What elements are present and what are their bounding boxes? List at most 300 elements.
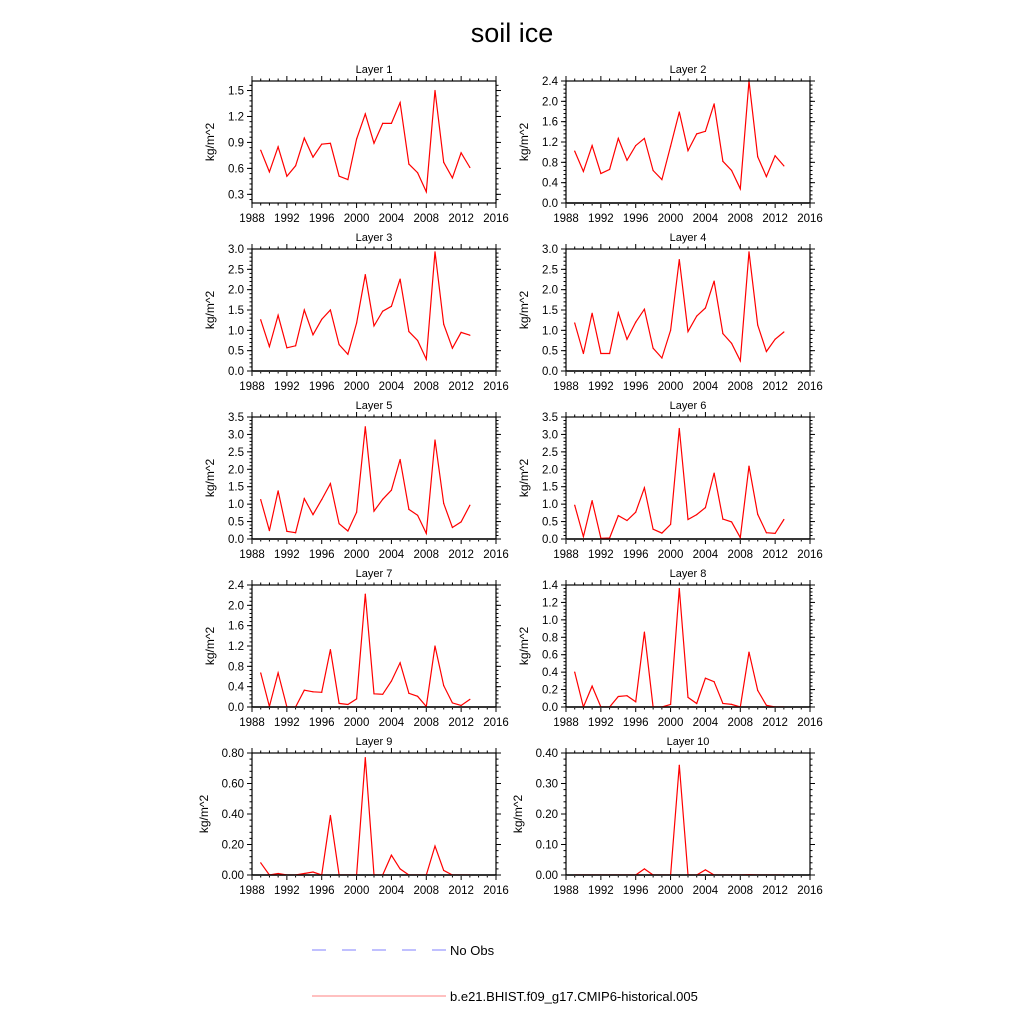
x-tick-label: 1996: [308, 885, 335, 897]
x-tick-label: 2016: [797, 381, 823, 393]
x-tick-label: 1988: [553, 717, 579, 729]
data-point: [687, 519, 688, 520]
y-tick-label: 0.0: [542, 366, 558, 378]
panel-layer-5: [203, 400, 509, 561]
data-point: [400, 102, 401, 103]
y-tick-label: 0.40: [535, 748, 558, 760]
data-point: [417, 515, 418, 516]
data-point: [321, 144, 322, 145]
x-tick-label: 2004: [378, 717, 405, 729]
data-point: [635, 701, 636, 702]
x-tick-label: 1996: [622, 381, 649, 393]
x-tick-label: 1996: [622, 717, 649, 729]
y-tick-label: 0.10: [535, 839, 558, 852]
y-tick-label: 0.3: [228, 189, 244, 202]
data-point: [757, 156, 758, 157]
y-tick-label: 0.5: [228, 516, 244, 529]
x-tick-label: 2008: [413, 213, 440, 225]
data-point: [740, 360, 741, 361]
x-tick-label: 1992: [274, 213, 300, 225]
y-tick-label: 0.4: [228, 681, 244, 694]
y-axis-label: kg/m^2: [203, 458, 217, 498]
data-point: [417, 172, 418, 173]
y-tick-label: 1.5: [542, 305, 558, 317]
data-point: [356, 138, 357, 139]
data-point: [304, 873, 305, 874]
y-tick-label: 0.0: [542, 534, 558, 546]
data-point: [400, 459, 401, 460]
data-point: [644, 309, 645, 310]
x-tick-label: 1988: [239, 885, 265, 897]
data-point: [339, 523, 340, 524]
data-point: [347, 704, 348, 705]
data-point: [382, 694, 383, 695]
data-point: [391, 306, 392, 307]
data-point: [714, 473, 715, 474]
x-tick-label: 1988: [553, 885, 579, 897]
y-tick-label: 2.0: [228, 284, 244, 297]
data-point: [356, 512, 357, 513]
data-point: [312, 871, 313, 872]
data-point: [295, 345, 296, 346]
x-tick-label: 2004: [692, 885, 719, 897]
data-point: [391, 490, 392, 491]
data-point: [714, 281, 715, 282]
data-point: [426, 359, 427, 360]
x-tick-label: 2004: [692, 717, 719, 729]
data-point: [312, 514, 313, 515]
data-point: [304, 309, 305, 310]
x-tick-label: 2004: [378, 549, 405, 561]
data-point: [731, 704, 732, 705]
x-tick-label: 1996: [308, 717, 335, 729]
y-tick-label: 0.6: [228, 163, 244, 176]
data-point: [714, 103, 715, 104]
data-point: [748, 652, 749, 653]
x-tick-label: 2008: [727, 381, 754, 393]
y-tick-label: 0.4: [542, 667, 558, 680]
x-tick-label: 1988: [553, 381, 579, 393]
x-tick-label: 2012: [762, 381, 788, 393]
x-tick-label: 1996: [622, 885, 649, 897]
x-tick-label: 2000: [657, 213, 684, 225]
data-point: [426, 191, 427, 192]
y-axis-label: kg/m^2: [203, 122, 217, 162]
panel-layer-7: [203, 568, 509, 729]
data-point: [408, 331, 409, 332]
data-point: [365, 113, 366, 114]
data-point: [391, 855, 392, 856]
data-point: [278, 146, 279, 147]
data-point: [757, 324, 758, 325]
y-axis-label: kg/m^2: [203, 290, 217, 330]
data-point: [469, 335, 470, 336]
y-tick-label: 0.20: [535, 809, 558, 821]
data-point: [775, 533, 776, 534]
data-point: [748, 466, 749, 467]
data-point: [295, 532, 296, 533]
y-tick-label: 2.5: [542, 446, 558, 459]
x-tick-label: 1996: [308, 381, 335, 393]
data-point: [304, 498, 305, 499]
data-point: [391, 123, 392, 124]
data-point: [661, 357, 662, 358]
data-point: [373, 511, 374, 512]
plot-frame: [566, 81, 810, 203]
x-tick-label: 2012: [448, 549, 474, 561]
data-point: [609, 353, 610, 354]
series-line: [575, 589, 784, 708]
x-tick-label: 2008: [413, 549, 440, 561]
y-tick-label: 0.0: [228, 702, 244, 714]
data-point: [330, 143, 331, 144]
y-tick-label: 1.4: [542, 580, 558, 592]
data-point: [347, 354, 348, 355]
data-point: [626, 520, 627, 521]
data-point: [783, 331, 784, 332]
data-point: [339, 703, 340, 704]
data-point: [278, 873, 279, 874]
x-tick-label: 1992: [588, 885, 614, 897]
legend: [312, 943, 698, 1004]
x-tick-label: 2016: [483, 381, 509, 393]
x-tick-label: 2000: [343, 549, 370, 561]
y-axis-label: kg/m^2: [203, 626, 217, 666]
y-tick-label: 1.5: [228, 85, 244, 98]
data-point: [705, 869, 706, 870]
x-tick-label: 2012: [762, 213, 788, 225]
data-point: [670, 145, 671, 146]
x-tick-label: 2008: [727, 885, 754, 897]
x-tick-label: 2000: [657, 381, 684, 393]
panel-title: Layer 4: [669, 232, 707, 244]
y-tick-label: 0.00: [535, 870, 558, 882]
data-point: [574, 672, 575, 673]
x-tick-label: 2004: [378, 213, 405, 225]
legend-label-model: b.e21.BHIST.f09_g17.CMIP6-historical.005: [450, 989, 698, 1004]
y-axis-label: kg/m^2: [517, 458, 531, 498]
x-tick-label: 2012: [448, 885, 474, 897]
y-tick-label: 2.0: [228, 464, 244, 477]
data-point: [443, 685, 444, 686]
x-tick-label: 2008: [413, 717, 440, 729]
y-tick-label: 1.0: [542, 614, 558, 627]
data-point: [714, 681, 715, 682]
data-point: [592, 145, 593, 146]
y-tick-label: 3.0: [228, 244, 244, 256]
y-tick-label: 0.40: [221, 809, 244, 821]
data-point: [583, 171, 584, 172]
data-point: [783, 165, 784, 166]
x-tick-label: 1992: [588, 549, 614, 561]
x-tick-label: 1992: [274, 381, 300, 393]
data-point: [574, 322, 575, 323]
data-point: [452, 177, 453, 178]
x-tick-label: 1996: [622, 213, 649, 225]
data-point: [461, 332, 462, 333]
data-point: [434, 251, 435, 252]
data-point: [574, 151, 575, 152]
data-point: [452, 527, 453, 528]
y-tick-label: 2.4: [542, 76, 558, 88]
panel-layer-6: [517, 400, 823, 561]
data-point: [321, 692, 322, 693]
data-point: [278, 672, 279, 673]
y-axis-label: kg/m^2: [517, 290, 531, 330]
x-tick-label: 2008: [727, 717, 754, 729]
y-axis-label: kg/m^2: [197, 794, 211, 834]
data-point: [679, 428, 680, 429]
y-tick-label: 0.30: [535, 778, 558, 791]
y-axis-label: kg/m^2: [511, 794, 525, 834]
panel-layer-10: [511, 736, 823, 897]
data-point: [696, 133, 697, 134]
y-tick-label: 1.2: [542, 137, 558, 149]
x-tick-label: 2004: [692, 549, 719, 561]
data-point: [269, 530, 270, 531]
series-line: [261, 758, 470, 875]
data-point: [679, 588, 680, 589]
y-tick-label: 0.60: [221, 778, 244, 791]
x-tick-label: 2016: [797, 717, 823, 729]
series-line: [261, 594, 470, 707]
data-point: [618, 515, 619, 516]
y-tick-label: 2.5: [228, 264, 244, 277]
data-point: [417, 340, 418, 341]
y-tick-label: 2.0: [228, 600, 244, 613]
series-line: [575, 765, 784, 875]
data-point: [661, 532, 662, 533]
series-line: [575, 252, 784, 361]
data-point: [635, 322, 636, 323]
x-tick-label: 2000: [343, 717, 370, 729]
data-point: [635, 145, 636, 146]
data-point: [626, 339, 627, 340]
x-tick-label: 2016: [483, 549, 509, 561]
data-point: [644, 868, 645, 869]
data-point: [731, 521, 732, 522]
plot-frame: [252, 249, 496, 371]
x-tick-label: 2000: [343, 213, 370, 225]
data-point: [356, 322, 357, 323]
data-point: [740, 537, 741, 538]
panel-title: Layer 7: [355, 568, 393, 580]
data-point: [312, 691, 313, 692]
x-tick-label: 2012: [448, 381, 474, 393]
data-point: [461, 705, 462, 706]
series-line: [261, 252, 470, 359]
y-tick-label: 1.5: [542, 481, 558, 494]
data-point: [618, 312, 619, 313]
series-line: [575, 429, 784, 539]
data-point: [748, 251, 749, 252]
y-tick-label: 0.20: [221, 839, 244, 852]
data-point: [391, 680, 392, 681]
y-tick-label: 1.5: [228, 481, 244, 494]
data-point: [400, 662, 401, 663]
data-point: [417, 696, 418, 697]
data-point: [330, 483, 331, 484]
data-point: [382, 499, 383, 500]
y-tick-label: 0.8: [542, 632, 558, 645]
x-tick-label: 1992: [588, 381, 614, 393]
data-point: [766, 351, 767, 352]
data-point: [434, 845, 435, 846]
data-point: [365, 757, 366, 758]
data-point: [670, 524, 671, 525]
data-point: [705, 507, 706, 508]
data-point: [269, 171, 270, 172]
x-tick-label: 2016: [483, 717, 509, 729]
data-point: [705, 131, 706, 132]
data-point: [286, 347, 287, 348]
plot-frame: [566, 753, 810, 875]
data-point: [722, 333, 723, 334]
x-tick-label: 2000: [657, 885, 684, 897]
x-tick-label: 1988: [239, 717, 265, 729]
x-tick-label: 2012: [448, 213, 474, 225]
panel-layer-3: [203, 232, 509, 393]
panel-title: Layer 9: [355, 736, 393, 748]
data-point: [260, 862, 261, 863]
panels: [197, 64, 823, 897]
x-tick-label: 2000: [343, 885, 370, 897]
y-tick-label: 0.6: [542, 649, 558, 662]
x-tick-label: 2004: [692, 381, 719, 393]
data-point: [295, 165, 296, 166]
y-tick-label: 2.5: [228, 446, 244, 459]
panel-layer-4: [517, 232, 823, 393]
data-point: [278, 315, 279, 316]
x-tick-label: 2004: [378, 885, 405, 897]
x-tick-label: 2000: [343, 381, 370, 393]
y-tick-label: 3.5: [542, 412, 558, 424]
series-line: [261, 91, 470, 192]
y-tick-label: 0.80: [221, 748, 244, 760]
panel-layer-1: [203, 64, 509, 225]
data-point: [365, 426, 366, 427]
data-point: [687, 697, 688, 698]
data-point: [583, 353, 584, 354]
data-point: [775, 339, 776, 340]
data-point: [644, 138, 645, 139]
y-tick-label: 1.2: [542, 597, 558, 610]
y-tick-label: 0.2: [542, 684, 558, 697]
data-point: [382, 123, 383, 124]
data-point: [644, 631, 645, 632]
data-point: [347, 530, 348, 531]
x-tick-label: 1992: [274, 549, 300, 561]
data-point: [469, 699, 470, 700]
data-point: [426, 533, 427, 534]
data-point: [443, 503, 444, 504]
x-tick-label: 2012: [448, 717, 474, 729]
data-point: [347, 179, 348, 180]
y-tick-label: 2.0: [542, 96, 558, 109]
x-tick-label: 2008: [727, 549, 754, 561]
y-tick-label: 2.0: [542, 464, 558, 477]
y-tick-label: 1.2: [228, 111, 244, 124]
data-point: [304, 138, 305, 139]
y-tick-label: 1.6: [542, 116, 558, 129]
data-point: [618, 696, 619, 697]
data-point: [592, 685, 593, 686]
x-tick-label: 2016: [797, 885, 823, 897]
y-tick-label: 0.5: [542, 345, 558, 358]
data-point: [312, 157, 313, 158]
y-tick-label: 0.0: [228, 366, 244, 378]
data-point: [583, 536, 584, 537]
data-point: [452, 702, 453, 703]
plot-frame: [566, 585, 810, 707]
x-tick-label: 2000: [657, 717, 684, 729]
y-tick-label: 0.5: [542, 516, 558, 529]
y-tick-label: 0.8: [228, 661, 244, 674]
data-point: [330, 815, 331, 816]
data-point: [321, 499, 322, 500]
data-point: [469, 167, 470, 168]
panel-layer-2: [517, 64, 823, 225]
y-tick-label: 3.5: [228, 412, 244, 424]
data-point: [653, 529, 654, 530]
data-point: [644, 487, 645, 488]
data-point: [670, 704, 671, 705]
x-tick-label: 1988: [239, 213, 265, 225]
data-point: [679, 111, 680, 112]
data-point: [286, 176, 287, 177]
data-point: [365, 274, 366, 275]
data-point: [330, 309, 331, 310]
data-point: [696, 703, 697, 704]
data-point: [653, 170, 654, 171]
data-point: [443, 324, 444, 325]
data-point: [260, 499, 261, 500]
data-point: [339, 344, 340, 345]
data-point: [757, 690, 758, 691]
data-point: [722, 519, 723, 520]
data-point: [696, 514, 697, 515]
panel-layer-8: [517, 568, 823, 729]
y-tick-label: 2.4: [228, 580, 244, 592]
data-point: [783, 519, 784, 520]
data-point: [722, 161, 723, 162]
x-tick-label: 1996: [308, 549, 335, 561]
x-tick-label: 2012: [762, 885, 788, 897]
data-point: [339, 176, 340, 177]
data-point: [408, 509, 409, 510]
data-point: [286, 531, 287, 532]
data-point: [574, 505, 575, 506]
y-tick-label: 0.8: [542, 157, 558, 170]
plot-frame: [252, 417, 496, 539]
data-point: [260, 672, 261, 673]
x-tick-label: 2016: [797, 549, 823, 561]
data-point: [592, 500, 593, 501]
plot-frame: [252, 753, 496, 875]
data-point: [635, 512, 636, 513]
x-tick-label: 1996: [622, 549, 649, 561]
panel-title: Layer 5: [355, 400, 393, 412]
data-point: [434, 439, 435, 440]
x-tick-label: 2012: [762, 717, 788, 729]
panel-layer-9: [197, 736, 509, 897]
x-tick-label: 1992: [588, 213, 614, 225]
figure-title: soil ice: [470, 18, 554, 48]
y-tick-label: 3.0: [542, 429, 558, 442]
data-point: [304, 690, 305, 691]
panel-title: Layer 2: [669, 64, 707, 76]
data-point: [321, 319, 322, 320]
